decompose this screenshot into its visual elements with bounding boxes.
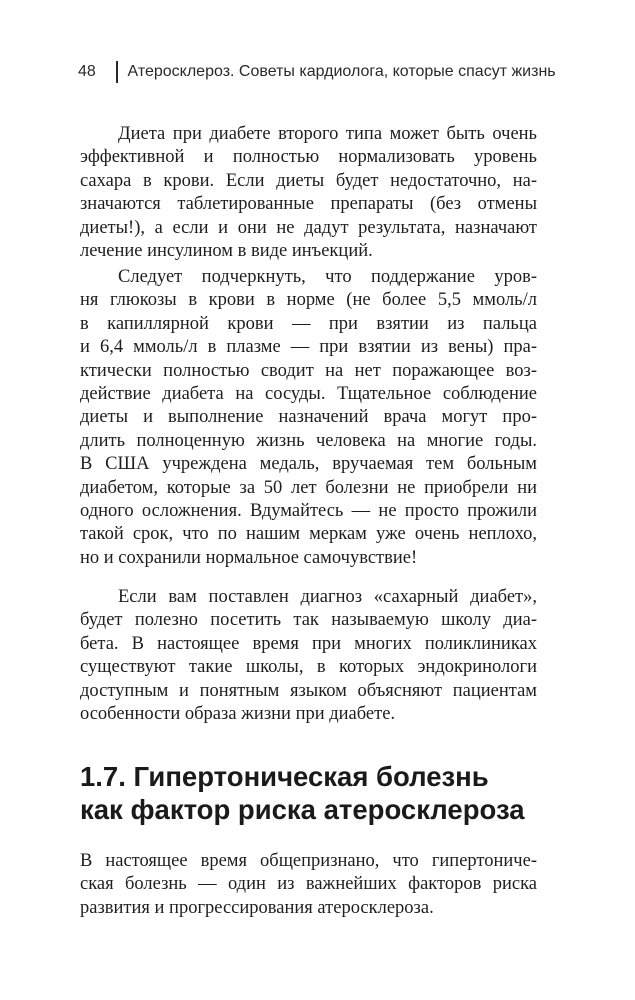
text-line: развития и прогрессирования атеросклероза. — [80, 897, 434, 918]
text-line: Диета при диабете второго типа может быть очень — [118, 124, 537, 144]
text-line: доступным и понятным языком объясняют пациентам — [80, 680, 537, 701]
page-number: 48 — [78, 63, 96, 80]
text-line: сахара в крови. Если диеты будет недостаточно, на- — [80, 170, 537, 191]
text-line: В настоящее время общепризнано, что гипертониче- — [80, 851, 537, 871]
section-heading-line: как фактор риска атеросклероза — [80, 794, 525, 825]
text-line: длить полноценную жизнь человека на многие годы. — [80, 430, 537, 451]
section-heading — [80, 760, 550, 826]
text-line: и 6,4 ммоль/л в плазме — при взятии из вены) пра- — [80, 337, 537, 358]
paragraph-glucose — [80, 266, 537, 570]
text-line: такой срок, что по нашим меркам уже очень неплохо, — [80, 524, 537, 545]
text-line: ктически полностью сводит на нет поражающее воз- — [80, 360, 537, 381]
paragraph-diabetes-school — [80, 586, 537, 726]
text-line: существуют такие школы, в которых эндокринологи — [80, 657, 537, 678]
text-line: Если вам поставлен диагноз «сахарный диабет», — [118, 587, 537, 607]
text-line: в капиллярной крови — при взятии из пальца — [80, 313, 537, 334]
text-line: диабетом, которые за 50 лет болезни не приобрели ни — [80, 477, 537, 498]
header-divider — [116, 61, 118, 83]
text-line: бета. В настоящее время при многих поликлиниках — [80, 633, 537, 654]
text-line: действие диабета на сосуды. Тщательное соблюдение — [80, 384, 537, 405]
text-line: В США учреждена медаль, вручаемая тем больным — [80, 454, 537, 475]
text-line: диеты!), а если и они не дадут результата, назначают — [80, 217, 537, 238]
text-line: значаются таблетированные препараты (без отмены — [80, 194, 537, 215]
paragraph-diet — [80, 123, 537, 263]
text-line: ня глюкозы в крови в норме (не более 5,5 ммоль/л — [80, 290, 537, 311]
text-line: особенности образа жизни при диабете. — [80, 704, 396, 725]
section-heading-line: 1.7. Гипертоническая болезнь — [80, 761, 489, 792]
text-line: Следует подчеркнуть, что поддержание уров- — [118, 267, 537, 287]
running-title: Атеросклероз. Советы кардиолога, которые спасут жизнь — [127, 63, 556, 80]
text-line: эффективной и полностью нормализовать уровень — [80, 147, 537, 168]
text-line: одного осложнения. Вдумайтесь — не просто прожили — [80, 501, 537, 522]
text-line: диеты и выполнение назначений врача могут про- — [80, 407, 537, 428]
running-head — [78, 60, 556, 84]
text-line: лечение инсулином в виде инъекций. — [80, 241, 373, 262]
text-line: будет полезно посетить так называемую школу диа- — [80, 610, 537, 631]
text-line: ская болезнь — один из важнейших факторов риска — [80, 874, 537, 895]
paragraph-hypertension — [80, 850, 537, 920]
text-line: но и сохранили нормальное самочувствие! — [80, 547, 418, 568]
